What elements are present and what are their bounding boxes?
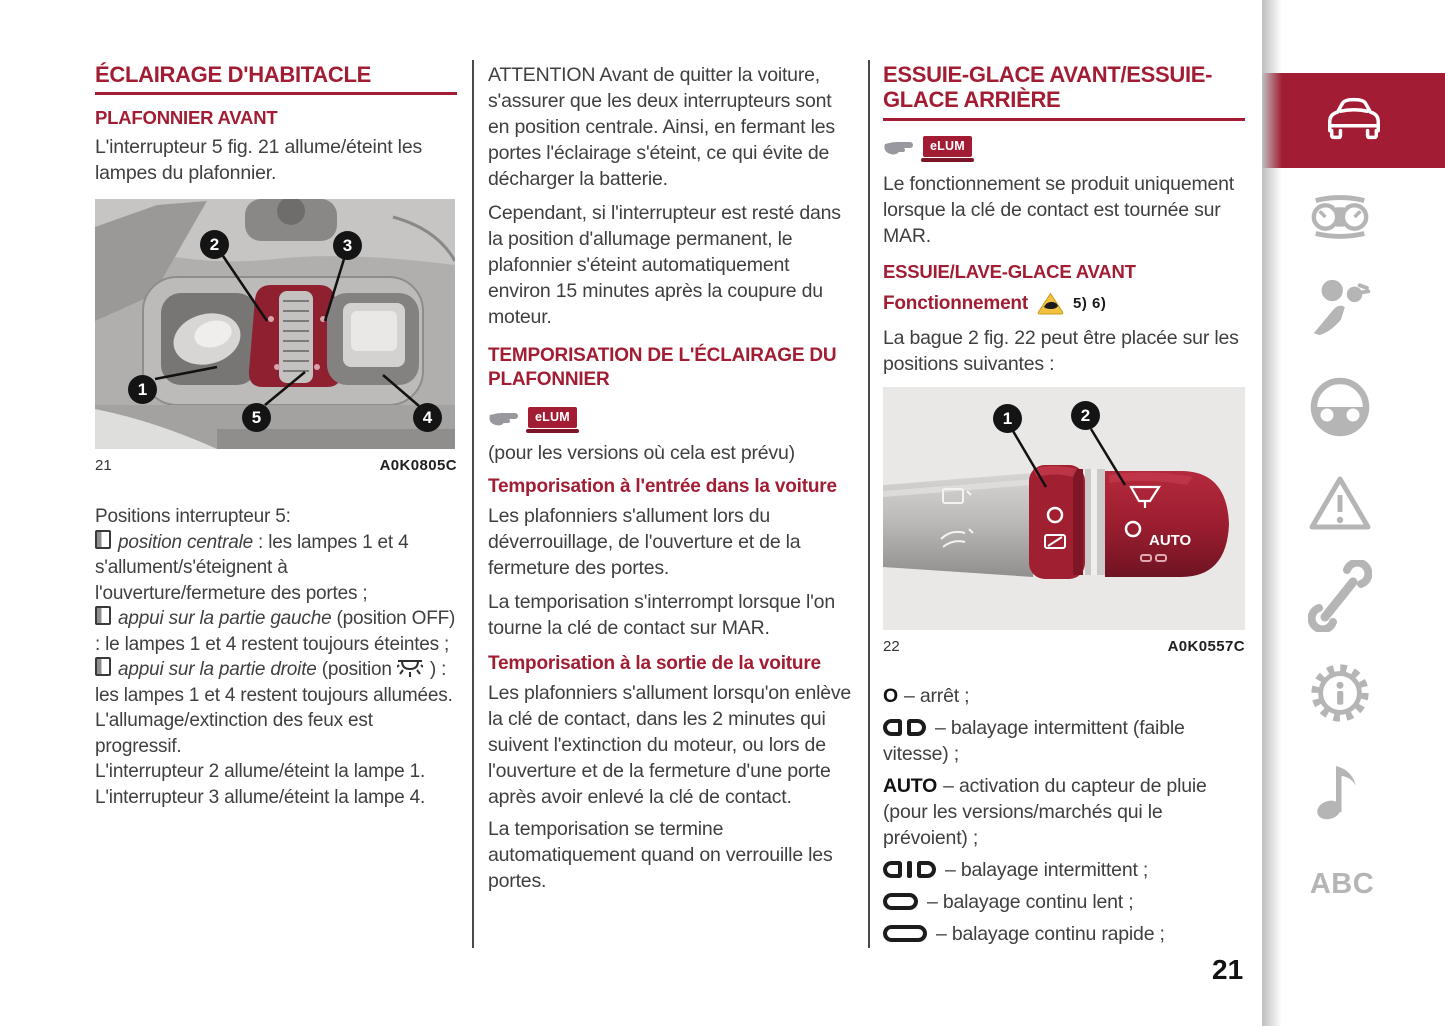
figure-21	[95, 199, 457, 474]
figure-21-code: A0K0805C	[379, 457, 457, 474]
elum-badge: eLUM	[923, 136, 972, 157]
music-note-icon[interactable]	[1308, 758, 1372, 822]
callout-3: 3	[333, 231, 362, 260]
attention-paragraph: ATTENTION Avant de quitter la voiture, s'assurer que les deux interrupteurs sont en position centrale. Ainsi, en fermant les portes l'éclairage s'éteint, ce qui évite de décharger la batterie.	[488, 64, 835, 190]
figure-21-photo	[95, 199, 455, 449]
list-item-continu-lent	[883, 889, 1245, 915]
warning-triangle-icon[interactable]	[1308, 474, 1372, 532]
figure-21-caption	[95, 457, 457, 474]
switch-glyph-icon	[95, 530, 111, 549]
position-auto-label: AUTO	[883, 775, 938, 797]
knob-auto-label: AUTO	[1149, 532, 1192, 549]
subhead-temporisation-sortie: Temporisation à la sortie de la voiture	[488, 653, 821, 674]
callout-2: 2	[1071, 401, 1100, 430]
list-item-text: – balayage continu rapide ;	[936, 923, 1165, 945]
warning-caution-icon	[1037, 292, 1064, 315]
section-title-essuie-glace: ESSUIE-GLACE AVANT/ESSUIE-GLACE ARRIÈRE	[883, 62, 1213, 112]
switch-3-note: L'interrupteur 3 allume/éteint la lampe 4.	[95, 786, 426, 808]
pointing-hand-icon	[488, 406, 520, 428]
bullet-3-text-pre: (position	[316, 659, 397, 680]
bullet-position-centrale	[95, 530, 457, 607]
sortie-end-paragraph: La temporisation se termine automatiquement quand on verrouille les portes.	[488, 818, 833, 892]
switch-glyph-icon	[95, 606, 111, 625]
right-column	[883, 62, 1245, 953]
elum-badge: eLUM	[528, 407, 577, 428]
page-edge-shadow	[1262, 0, 1282, 1026]
column-divider	[868, 60, 870, 948]
list-item-text: – balayage intermittent (faible vitesse) ;	[883, 717, 1185, 765]
list-item-arret	[883, 683, 1245, 709]
left-column	[95, 62, 457, 810]
section-title-underline	[95, 92, 457, 95]
pointing-hand-icon	[883, 135, 915, 157]
list-item-text: – balayage intermittent ;	[945, 859, 1149, 881]
list-item-intermittent-lent	[883, 715, 1245, 767]
car-front-icon[interactable]	[1322, 95, 1386, 143]
figure-22-caption	[883, 638, 1245, 655]
list-item-text: – arrêt ;	[903, 685, 970, 707]
switch-2-note: L'interrupteur 2 allume/éteint la lampe 1.	[95, 761, 426, 782]
wiper-continuous-slow-symbol	[883, 893, 918, 910]
bague-intro: La bague 2 fig. 22 peut être placée sur les positions suivantes :	[883, 327, 1239, 375]
subhead-temporisation-entree: Temporisation à l'entrée dans la voiture	[488, 476, 837, 497]
elum-reference	[488, 402, 856, 432]
ceiling-light-on-icon	[397, 657, 423, 679]
section-temporisation: TEMPORISATION DE L'ÉCLAIRAGE DU PLAFONNIER	[488, 345, 837, 390]
column-divider	[472, 60, 474, 948]
list-item-auto	[883, 773, 1245, 851]
bullet-partie-gauche	[95, 606, 457, 657]
figure-22-photo	[883, 387, 1245, 630]
wiper-stalk-illustration	[883, 387, 1245, 630]
active-chapter-band[interactable]	[1262, 73, 1445, 168]
wiper-continuous-fast-symbol	[883, 925, 927, 942]
bullet-1-italic: position centrale	[118, 531, 253, 553]
middle-column	[488, 62, 856, 902]
list-item-continu-rapide	[883, 921, 1245, 947]
chapter-sidebar	[1262, 0, 1445, 1026]
plafonnier-intro: L'interrupteur 5 fig. 21 allume/éteint les lampes du plafonnier.	[95, 136, 423, 184]
subsection-essuie-lave-glace: ESSUIE/LAVE-GLACE AVANT	[883, 261, 1136, 282]
fonctionnement-condition: Le fonctionnement se produit uniquement lorsque la clé de contact est tournée sur MAR.	[883, 173, 1235, 247]
callout-4: 4	[413, 403, 442, 432]
fonctionnement-row	[883, 292, 1245, 315]
elum-reference	[883, 131, 1245, 161]
wiper-intermittent-slow-symbol	[883, 719, 926, 736]
wiper-positions-list	[883, 683, 1245, 947]
list-item-intermittent	[883, 857, 1245, 883]
position-o-label: O	[883, 685, 898, 707]
instrument-cluster-icon[interactable]	[1308, 192, 1372, 242]
figure-22	[883, 387, 1245, 655]
switch-glyph-icon	[95, 657, 111, 676]
bullet-2-italic: appui sur la partie gauche	[118, 608, 332, 629]
entree-paragraph: Les plafonniers s'allument lors du déverrouillage, de l'ouverture et de la fermeture des portes.	[488, 505, 801, 579]
note-references: 5) 6)	[1072, 295, 1107, 312]
positions-intro: Positions interrupteur 5:	[95, 506, 291, 527]
sortie-paragraph: Les plafonniers s'allument lorsqu'on enlève la clé de contact, dans les 2 minutes qui suivent l'extinction du moteur, ou lors de l'ouverture et de la fermeture d'une porte après avoir enlevé la clé de contact.	[488, 682, 852, 808]
steering-wheel-icon[interactable]	[1308, 376, 1372, 438]
entree-interrupt-paragraph: La temporisation s'interrompt lorsque l'on tourne la clé de contact sur MAR.	[488, 591, 835, 639]
auto-off-paragraph: Cependant, si l'interrupteur est resté dans la position d'allumage permanent, le plafonnier s'éteint automatiquement environ 15 minutes après la coupure du moteur.	[488, 202, 841, 328]
versions-note: (pour les versions où cela est prévu)	[488, 442, 795, 464]
progressive-note: L'allumage/extinction des feux est progressif.	[95, 710, 373, 757]
bullet-2-text: (position OFF) : le lampes 1 et 4 restent toujours éteintes ;	[95, 608, 456, 655]
figure-22-code: A0K0557C	[1167, 638, 1245, 655]
bullet-3-italic: appui sur la partie droite	[118, 659, 317, 680]
wiper-intermittent-symbol	[883, 861, 936, 878]
airbag-safety-icon[interactable]	[1308, 276, 1372, 338]
bullet-partie-droite	[95, 657, 457, 708]
figure-22-number: 22	[883, 638, 900, 655]
switch-positions-block	[95, 504, 457, 810]
section-title-eclairage: ÉCLAIRAGE D'HABITACLE	[95, 62, 371, 87]
essuie-title-underline	[883, 118, 1245, 121]
callout-2: 2	[200, 230, 229, 259]
callout-1: 1	[128, 375, 157, 404]
list-item-text: – balayage continu lent ;	[927, 891, 1134, 913]
callout-1: 1	[993, 404, 1022, 433]
figure-21-number: 21	[95, 457, 112, 474]
abc-glossary-label[interactable]: ABC	[1309, 868, 1375, 900]
callout-5: 5	[242, 403, 271, 432]
fonctionnement-label: Fonctionnement	[883, 292, 1028, 314]
ceiling-lamp-illustration	[95, 199, 455, 449]
page-number: 21	[1212, 954, 1244, 985]
subsection-plafonnier-avant: PLAFONNIER AVANT	[95, 107, 278, 128]
gear-info-icon[interactable]	[1308, 660, 1372, 726]
wrench-icon[interactable]	[1308, 560, 1372, 632]
bullet-1-text: : les lampes 1 et 4 s'allument/s'éteignent à l'ouverture/fermeture des portes ;	[95, 531, 409, 604]
list-item-text: – activation du capteur de pluie (pour les versions/marchés qui le prévoient) ;	[883, 775, 1207, 849]
bullet-3-text-post: ) : les lampes 1 et 4 restent toujours allumées.	[95, 659, 453, 706]
